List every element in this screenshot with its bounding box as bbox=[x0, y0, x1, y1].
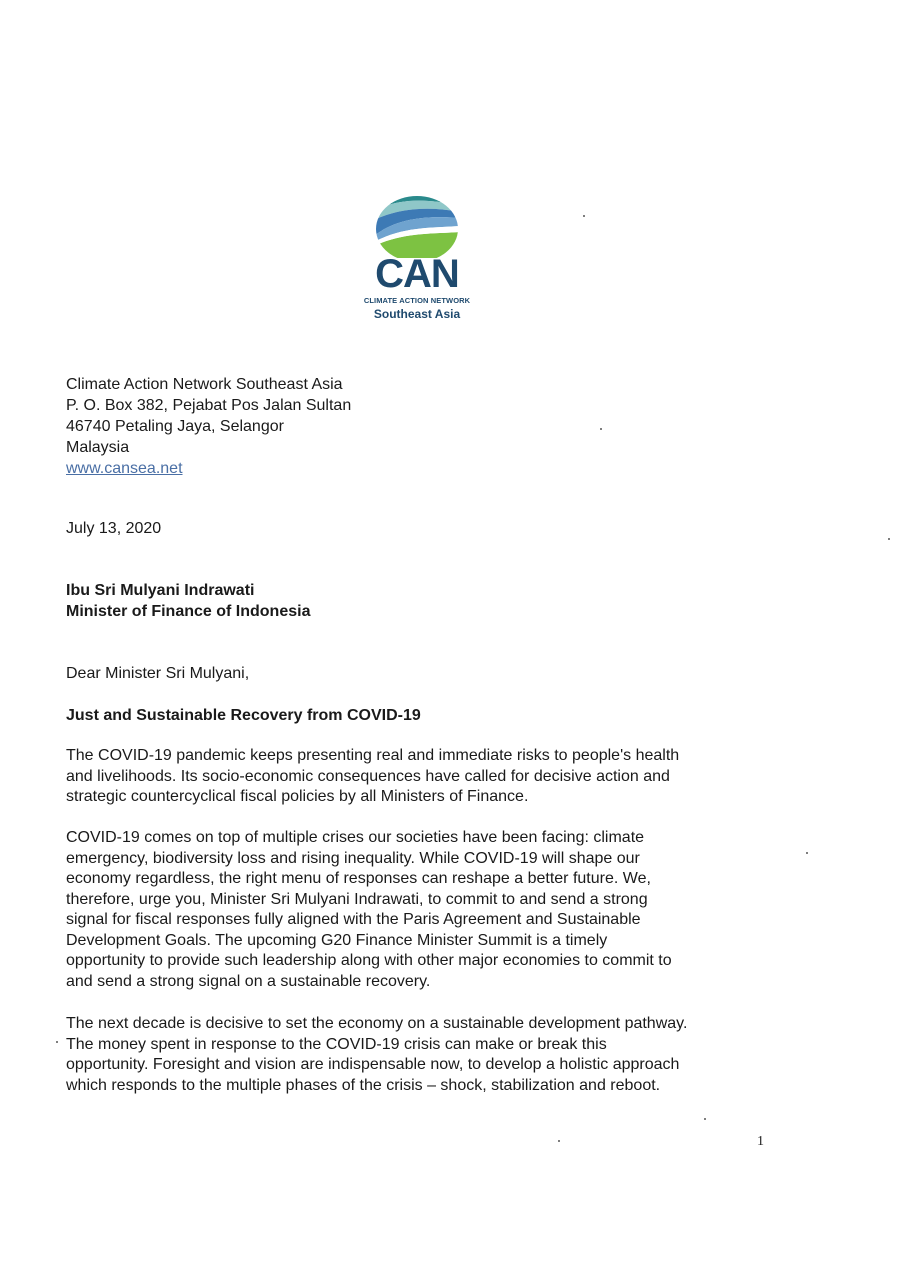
scan-speck bbox=[583, 215, 585, 217]
recipient-block bbox=[66, 580, 786, 622]
globe-waves-icon bbox=[374, 196, 460, 258]
logo-wordmark: CAN bbox=[375, 252, 459, 296]
salutation bbox=[66, 663, 786, 684]
scan-speck bbox=[806, 852, 808, 854]
scan-speck bbox=[888, 538, 890, 540]
paragraph-line: emergency, biodiversity loss and rising inequality. While COVID-19 will shape our bbox=[66, 849, 640, 867]
sender-organization: Climate Action Network Southeast Asia bbox=[66, 376, 343, 393]
salutation-text: Dear Minister Sri Mulyani, bbox=[66, 665, 250, 682]
sender-country: Malaysia bbox=[66, 439, 130, 456]
paragraph-line: which responds to the multiple phases of the crisis – shock, stabilization and reboot. bbox=[66, 1076, 661, 1094]
sender-website-link[interactable]: www.cansea.net bbox=[66, 460, 183, 477]
page-number: 1 bbox=[757, 1134, 764, 1149]
paragraph-line: and livelihoods. Its socio-economic consequences have called for decisive action and bbox=[66, 767, 670, 785]
sender-address-line-1: P. O. Box 382, Pejabat Pos Jalan Sultan bbox=[66, 397, 352, 414]
subject-text: Just and Sustainable Recovery from COVID-19 bbox=[66, 707, 421, 724]
body-paragraph bbox=[66, 1014, 776, 1096]
body-paragraph bbox=[66, 746, 776, 808]
paragraph-line: signal for fiscal responses fully aligned with the Paris Agreement and Sustainable bbox=[66, 911, 641, 928]
paragraph-line: The COVID-19 pandemic keeps presenting real and immediate risks to people's health bbox=[66, 747, 680, 764]
recipient-name: Ibu Sri Mulyani Indrawati bbox=[66, 582, 255, 599]
can-sea-logo bbox=[352, 196, 482, 326]
scan-speck bbox=[704, 1118, 706, 1120]
paragraph-line: economy regardless, the right menu of responses can reshape a better future. We, bbox=[66, 870, 651, 887]
logo-region: Southeast Asia bbox=[373, 307, 461, 321]
scan-speck bbox=[56, 1041, 58, 1043]
sender-address-line-2: 46740 Petaling Jaya, Selangor bbox=[66, 418, 284, 435]
logo-subtitle: CLIMATE ACTION NETWORK bbox=[363, 296, 471, 305]
paragraph-line: strategic countercyclical fiscal policies by all Ministers of Finance. bbox=[66, 788, 529, 805]
date-text: July 13, 2020 bbox=[66, 520, 162, 537]
paragraph-line: therefore, urge you, Minister Sri Mulyani Indrawati, to commit to and send a strong bbox=[66, 890, 648, 908]
body-paragraph bbox=[66, 828, 776, 992]
paragraph-line: opportunity to provide such leadership along with other major economies to commit to bbox=[66, 952, 672, 969]
paragraph-line: Development Goals. The upcoming G20 Finance Minister Summit is a timely bbox=[66, 931, 608, 949]
paragraph-line: and send a strong signal on a sustainable recovery. bbox=[66, 972, 431, 990]
paragraph-line: The next decade is decisive to set the economy on a sustainable development pathway. bbox=[66, 1015, 688, 1032]
subject-line bbox=[66, 705, 786, 726]
paragraph-line: The money spent in response to the COVID-19 crisis can make or break this bbox=[66, 1035, 607, 1053]
scan-speck bbox=[600, 428, 602, 430]
sender-address bbox=[66, 374, 786, 479]
paragraph-line: opportunity. Foresight and vision are indispensable now, to develop a holistic approach bbox=[66, 1056, 680, 1073]
paragraph-line: COVID-19 comes on top of multiple crises our societies have been facing: climate bbox=[66, 829, 645, 846]
recipient-title: Minister of Finance of Indonesia bbox=[66, 603, 311, 620]
scan-speck bbox=[558, 1140, 560, 1142]
letter-date bbox=[66, 518, 786, 539]
